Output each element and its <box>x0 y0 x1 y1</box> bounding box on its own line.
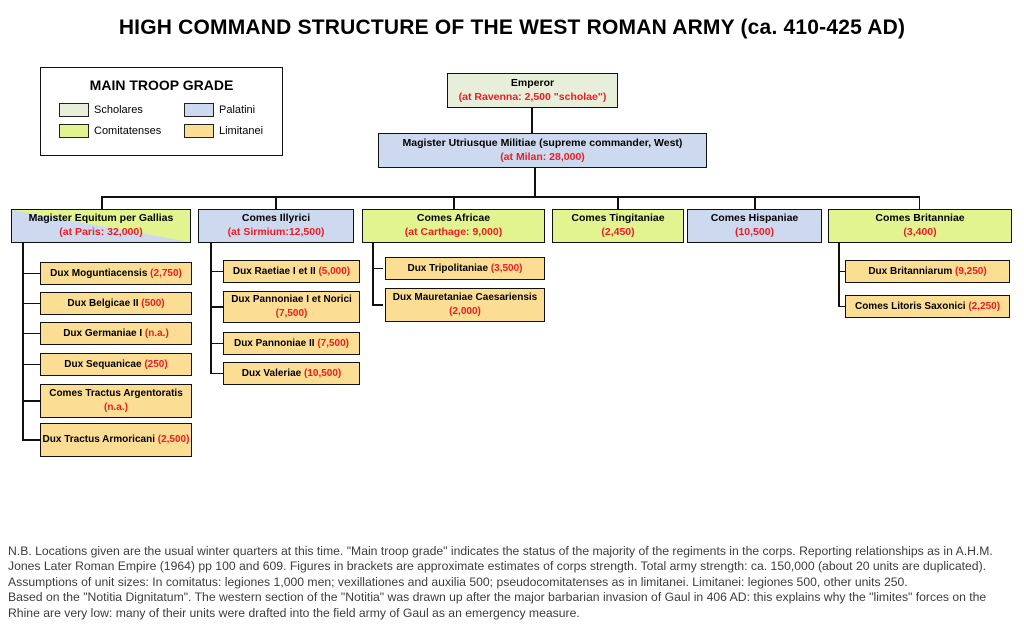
node-figure: (at Carthage: 9,000) <box>404 226 503 238</box>
node-dux-tractus-armoricani <box>40 423 192 457</box>
node-label: Dux Pannoniae I et Norici <box>231 294 352 305</box>
legend-label: Scholares <box>94 104 143 116</box>
node-figure: (at Paris: 32,000) <box>59 226 143 238</box>
palatini-swatch <box>184 103 214 117</box>
node-dux-pannoniae-ii <box>223 332 360 355</box>
node-dux-britanniarum <box>845 260 1010 283</box>
connector-stub <box>617 196 619 209</box>
scholares-swatch <box>59 103 89 117</box>
elbow <box>22 400 40 402</box>
elbow <box>22 273 40 275</box>
connector-stub <box>275 196 277 209</box>
node-label: Dux Sequanicae <box>64 358 142 370</box>
node-magister-utriusque-militiae <box>378 133 707 168</box>
node-dux-valeriae <box>223 362 360 385</box>
connector-emperor-magister <box>531 108 533 133</box>
elbow <box>22 364 40 366</box>
node-figure: (at Milan: 28,000) <box>500 150 585 163</box>
node-label: Dux Belgicae II <box>67 297 139 309</box>
elbow <box>838 306 845 308</box>
comitatenses-swatch <box>59 124 89 138</box>
node-figure: (at Sirmium:12,500) <box>227 226 325 238</box>
footnotes <box>8 544 1020 621</box>
node-label: Dux Germaniae I <box>63 327 143 339</box>
node-dux-germaniae-i <box>40 322 192 345</box>
node-figure: (10,500) <box>304 367 342 379</box>
node-comes-britanniae <box>828 209 1012 243</box>
node-figure: (3,500) <box>490 262 523 274</box>
node-label: Comes Africae <box>416 212 491 225</box>
elbow <box>838 271 845 273</box>
node-figure: (10,500) <box>734 226 775 238</box>
node-comes-litoris-saxonici <box>845 295 1010 318</box>
elbow <box>210 271 223 273</box>
node-label: Dux Valeriae <box>241 367 302 379</box>
node-figure: (7,500) <box>275 308 308 319</box>
legend-item-limitanei <box>184 124 279 138</box>
node-label: Comes Britanniae <box>875 212 965 225</box>
node-label: Dux Tripolitaniae <box>407 262 489 274</box>
node-figure: (n.a.) <box>144 327 169 339</box>
elbow <box>22 333 40 335</box>
node-dux-raetiae-i-et-ii <box>223 260 360 283</box>
node-dux-sequanicae <box>40 353 192 376</box>
elbow <box>210 373 223 375</box>
connector-stub <box>453 196 455 209</box>
node-dux-tripolitaniae <box>385 257 545 280</box>
legend-label: Palatini <box>219 104 256 116</box>
node-dux-belgicae-ii <box>40 292 192 315</box>
legend-item-palatini <box>184 103 279 117</box>
connector-stub <box>919 196 921 209</box>
legend-label: Limitanei <box>219 125 264 137</box>
connector-stub <box>101 196 103 209</box>
page-title: HIGH COMMAND STRUCTURE OF THE WEST ROMAN ARMY (ca. 410-425 AD) <box>118 16 906 39</box>
node-comes-hispaniae <box>687 209 822 243</box>
node-dux-moguntiacensis <box>40 262 192 285</box>
node-figure: (250) <box>144 358 168 370</box>
footnote-paragraph: Based on the "Notitia Dignitatum". The western section of the "Notitia" was drawn up after the major barbarian invasion of Gaul in 406 AD: this explains why the "limites" forces on the Rhine are very low: many of their units were drafted into the field army of Gaul as an emergency measure. <box>8 590 987 620</box>
legend-item-comitatenses <box>59 124 184 138</box>
node-figure: (7,500) <box>317 337 350 349</box>
legend-items <box>41 93 282 138</box>
node-magister-equitum-per-gallias <box>11 209 191 243</box>
node-figure: (n.a.) <box>104 402 128 413</box>
node-dux-mauretaniae-caesariensis <box>385 288 545 322</box>
node-figure: (2,500) <box>157 434 190 445</box>
node-comes-tingitaniae <box>552 209 684 243</box>
node-label: Comes Litoris Saxonici <box>854 300 966 312</box>
elbow <box>22 303 40 305</box>
node-label: Dux Britanniarum <box>868 265 953 277</box>
node-label: Comes Tractus Argentoratis <box>49 388 183 399</box>
connector-stub <box>754 196 756 209</box>
node-label: Dux Mauretaniae Caesariensis <box>392 292 538 303</box>
node-label: Magister Utriusque Militiae (supreme commander, West) <box>402 136 683 149</box>
node-label: Comes Hispaniae <box>710 212 799 225</box>
legend-box <box>40 67 283 156</box>
node-label: Dux Raetiae I et II <box>232 265 316 277</box>
legend-item-scholares <box>59 103 184 117</box>
node-figure: (3,400) <box>903 226 937 238</box>
node-figure: (9,250) <box>955 265 987 277</box>
trunk-britanniae <box>838 243 840 307</box>
node-label: Magister Equitum per Gallias <box>28 212 174 225</box>
node-comes-illyrici <box>198 209 354 243</box>
node-emperor <box>447 73 618 108</box>
node-figure: (2,750) <box>150 267 182 279</box>
node-label: Dux Moguntiacensis <box>50 267 148 279</box>
legend-title: MAIN TROOP GRADE <box>89 77 234 93</box>
elbow <box>210 343 223 345</box>
limitanei-swatch <box>184 124 214 138</box>
node-label: Dux Tractus Armoricani <box>42 434 155 445</box>
connector-magister-bus <box>534 168 536 196</box>
footnote-paragraph: N.B. Locations given are the usual winter quarters at this time. "Main troop grade" indicates the status of the majority of the regiments in the corps. Reporting relationships as in A.H.M. Jones Later Roman Empire (1964) pp 100 and 609. Figures in brackets are approximate estimates of corps strength. Total army strength: ca. 150,000 (about 20 units are duplicated). Assumptions of unit sizes: In comitatus: legiones 1,000 men; vexillationes and auxilia 500; pseudocomitatenses as in limitanei. Limitanei: legiones 500, other units 250. <box>8 544 993 589</box>
node-figure: (at Ravenna: 2,500 "scholae") <box>458 90 607 103</box>
elbow <box>372 268 383 270</box>
node-figure: (500) <box>141 297 165 309</box>
node-figure: (2,250) <box>968 300 1001 312</box>
elbow <box>22 439 40 441</box>
elbow <box>210 306 223 308</box>
node-comes-africae <box>362 209 545 243</box>
trunk-illyrici <box>210 243 212 374</box>
connector-bus <box>101 196 920 198</box>
node-label: Emperor <box>510 76 555 89</box>
node-label: Dux Pannoniae II <box>233 337 315 349</box>
elbow <box>372 304 383 306</box>
legend-label: Comitatenses <box>94 125 162 137</box>
trunk-africae <box>372 243 374 305</box>
node-figure: (2,000) <box>449 306 481 317</box>
node-comes-tractus-argentoratis <box>40 384 192 418</box>
node-figure: (5,000) <box>318 265 351 277</box>
node-figure: (2,450) <box>601 226 635 238</box>
node-dux-pannoniae-i-et-norici <box>223 291 360 323</box>
node-label: Comes Illyrici <box>241 212 311 225</box>
node-label: Comes Tingitaniae <box>571 212 665 225</box>
